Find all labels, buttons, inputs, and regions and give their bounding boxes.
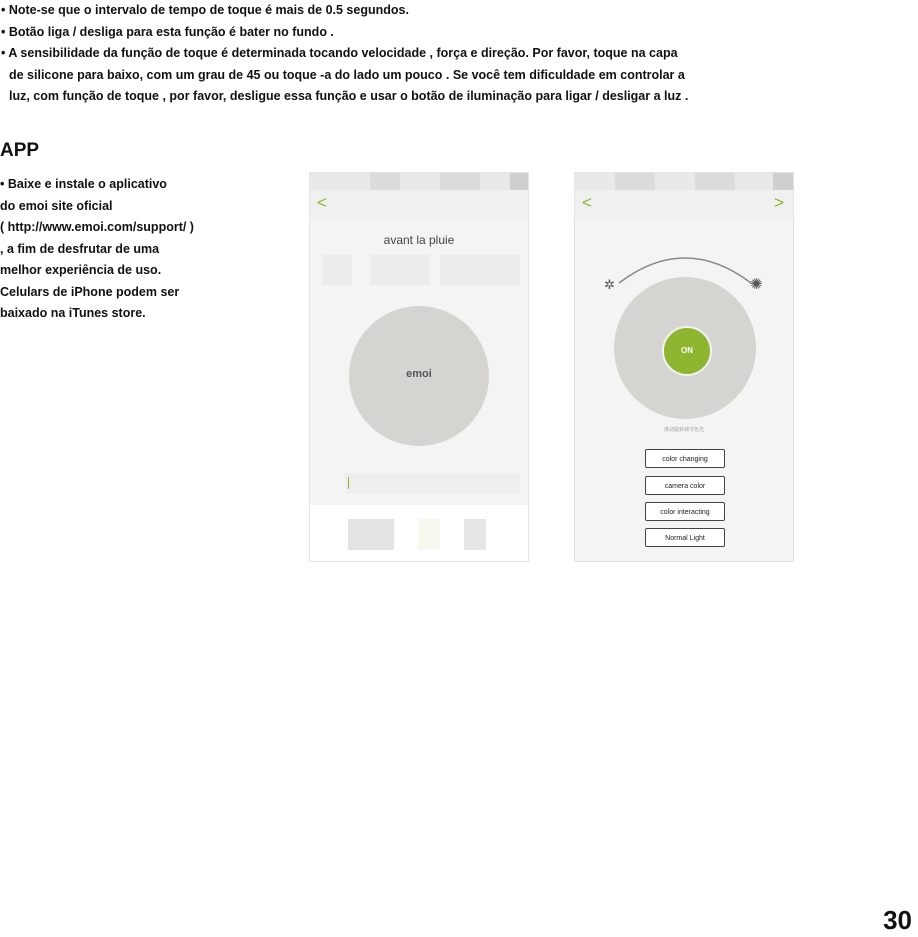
bullet-sensitivity-cont-2: luz, com função de toque , por favor, desligue essa função e usar o botão de iluminação para ligar / desligar a luz . bbox=[9, 89, 689, 103]
pixelated-area bbox=[440, 255, 520, 285]
rotate-hint-text: 滑动旋转调节色光 bbox=[663, 427, 704, 433]
normal-light-button[interactable]: Normal Light bbox=[645, 528, 725, 547]
forward-chevron-icon[interactable]: > bbox=[774, 193, 784, 212]
pixelated-area bbox=[370, 255, 430, 285]
toolbar-tile[interactable] bbox=[348, 519, 394, 550]
status-pixel bbox=[773, 173, 793, 190]
app-description bbox=[0, 174, 194, 325]
app-line: Celulars de iPhone podem ser bbox=[0, 284, 180, 299]
nav-bar bbox=[310, 190, 528, 220]
app-line: do emoi site oficial bbox=[0, 198, 113, 213]
brightness-high-icon: ✺ bbox=[750, 276, 763, 293]
on-button[interactable]: ON bbox=[662, 326, 712, 376]
app-line: baixado na iTunes store. bbox=[0, 306, 146, 320]
status-bar bbox=[310, 173, 528, 190]
bullet-touch-interval: • Note-se que o intervalo de tempo de toque é mais de 0.5 segundos. bbox=[1, 3, 409, 17]
instructions-bullets bbox=[1, 0, 901, 108]
app-screenshot-home bbox=[309, 172, 529, 562]
camera-color-button[interactable]: camera color bbox=[645, 476, 725, 495]
text-input[interactable] bbox=[345, 473, 520, 493]
app-line: , a fim de desfrutar de uma bbox=[0, 241, 160, 256]
toolbar-tile[interactable] bbox=[418, 519, 440, 550]
nav-bar bbox=[575, 190, 793, 220]
status-pixel bbox=[440, 173, 480, 190]
bullet-onoff: • Botão liga / desliga para esta função é bater no fundo . bbox=[1, 24, 334, 39]
text-cursor bbox=[348, 477, 349, 489]
page-number: 30 bbox=[883, 905, 912, 935]
emoi-circle-button[interactable] bbox=[349, 306, 489, 446]
app-heading: APP bbox=[0, 140, 40, 161]
status-bar bbox=[575, 173, 793, 190]
toolbar-tile[interactable] bbox=[464, 519, 486, 550]
app-screenshot-light-control bbox=[574, 172, 794, 562]
status-pixel bbox=[510, 173, 528, 190]
bottom-toolbar bbox=[310, 505, 528, 561]
pixelated-area bbox=[322, 255, 352, 285]
scene-title: avant la pluie bbox=[383, 233, 455, 247]
color-changing-button[interactable]: color changing bbox=[645, 449, 725, 468]
bullet-sensitivity: • A sensibilidade da função de toque é determinada tocando velocidade , força e direção. Por favor, toque na capa bbox=[1, 46, 678, 60]
status-pixel bbox=[370, 173, 400, 190]
app-line: melhor experiência de uso. bbox=[0, 263, 162, 277]
back-chevron-icon[interactable]: < bbox=[317, 193, 327, 212]
status-pixel bbox=[695, 173, 735, 190]
bullet-sensitivity-cont-1: de silicone para baixo, com um grau de 45 ou toque -a do lado um pouco . Se você tem dificuldade em controlar a bbox=[9, 67, 685, 82]
back-chevron-icon[interactable]: < bbox=[582, 193, 592, 212]
app-line: ( http://www.emoi.com/support/ ) bbox=[0, 220, 194, 234]
color-interacting-button[interactable]: color interacting bbox=[645, 502, 725, 521]
status-pixel bbox=[615, 173, 655, 190]
app-line: • Baixe e instale o aplicativo bbox=[0, 177, 167, 191]
emoi-logo: emoi bbox=[406, 368, 432, 380]
brightness-low-icon: ✲ bbox=[604, 277, 615, 292]
